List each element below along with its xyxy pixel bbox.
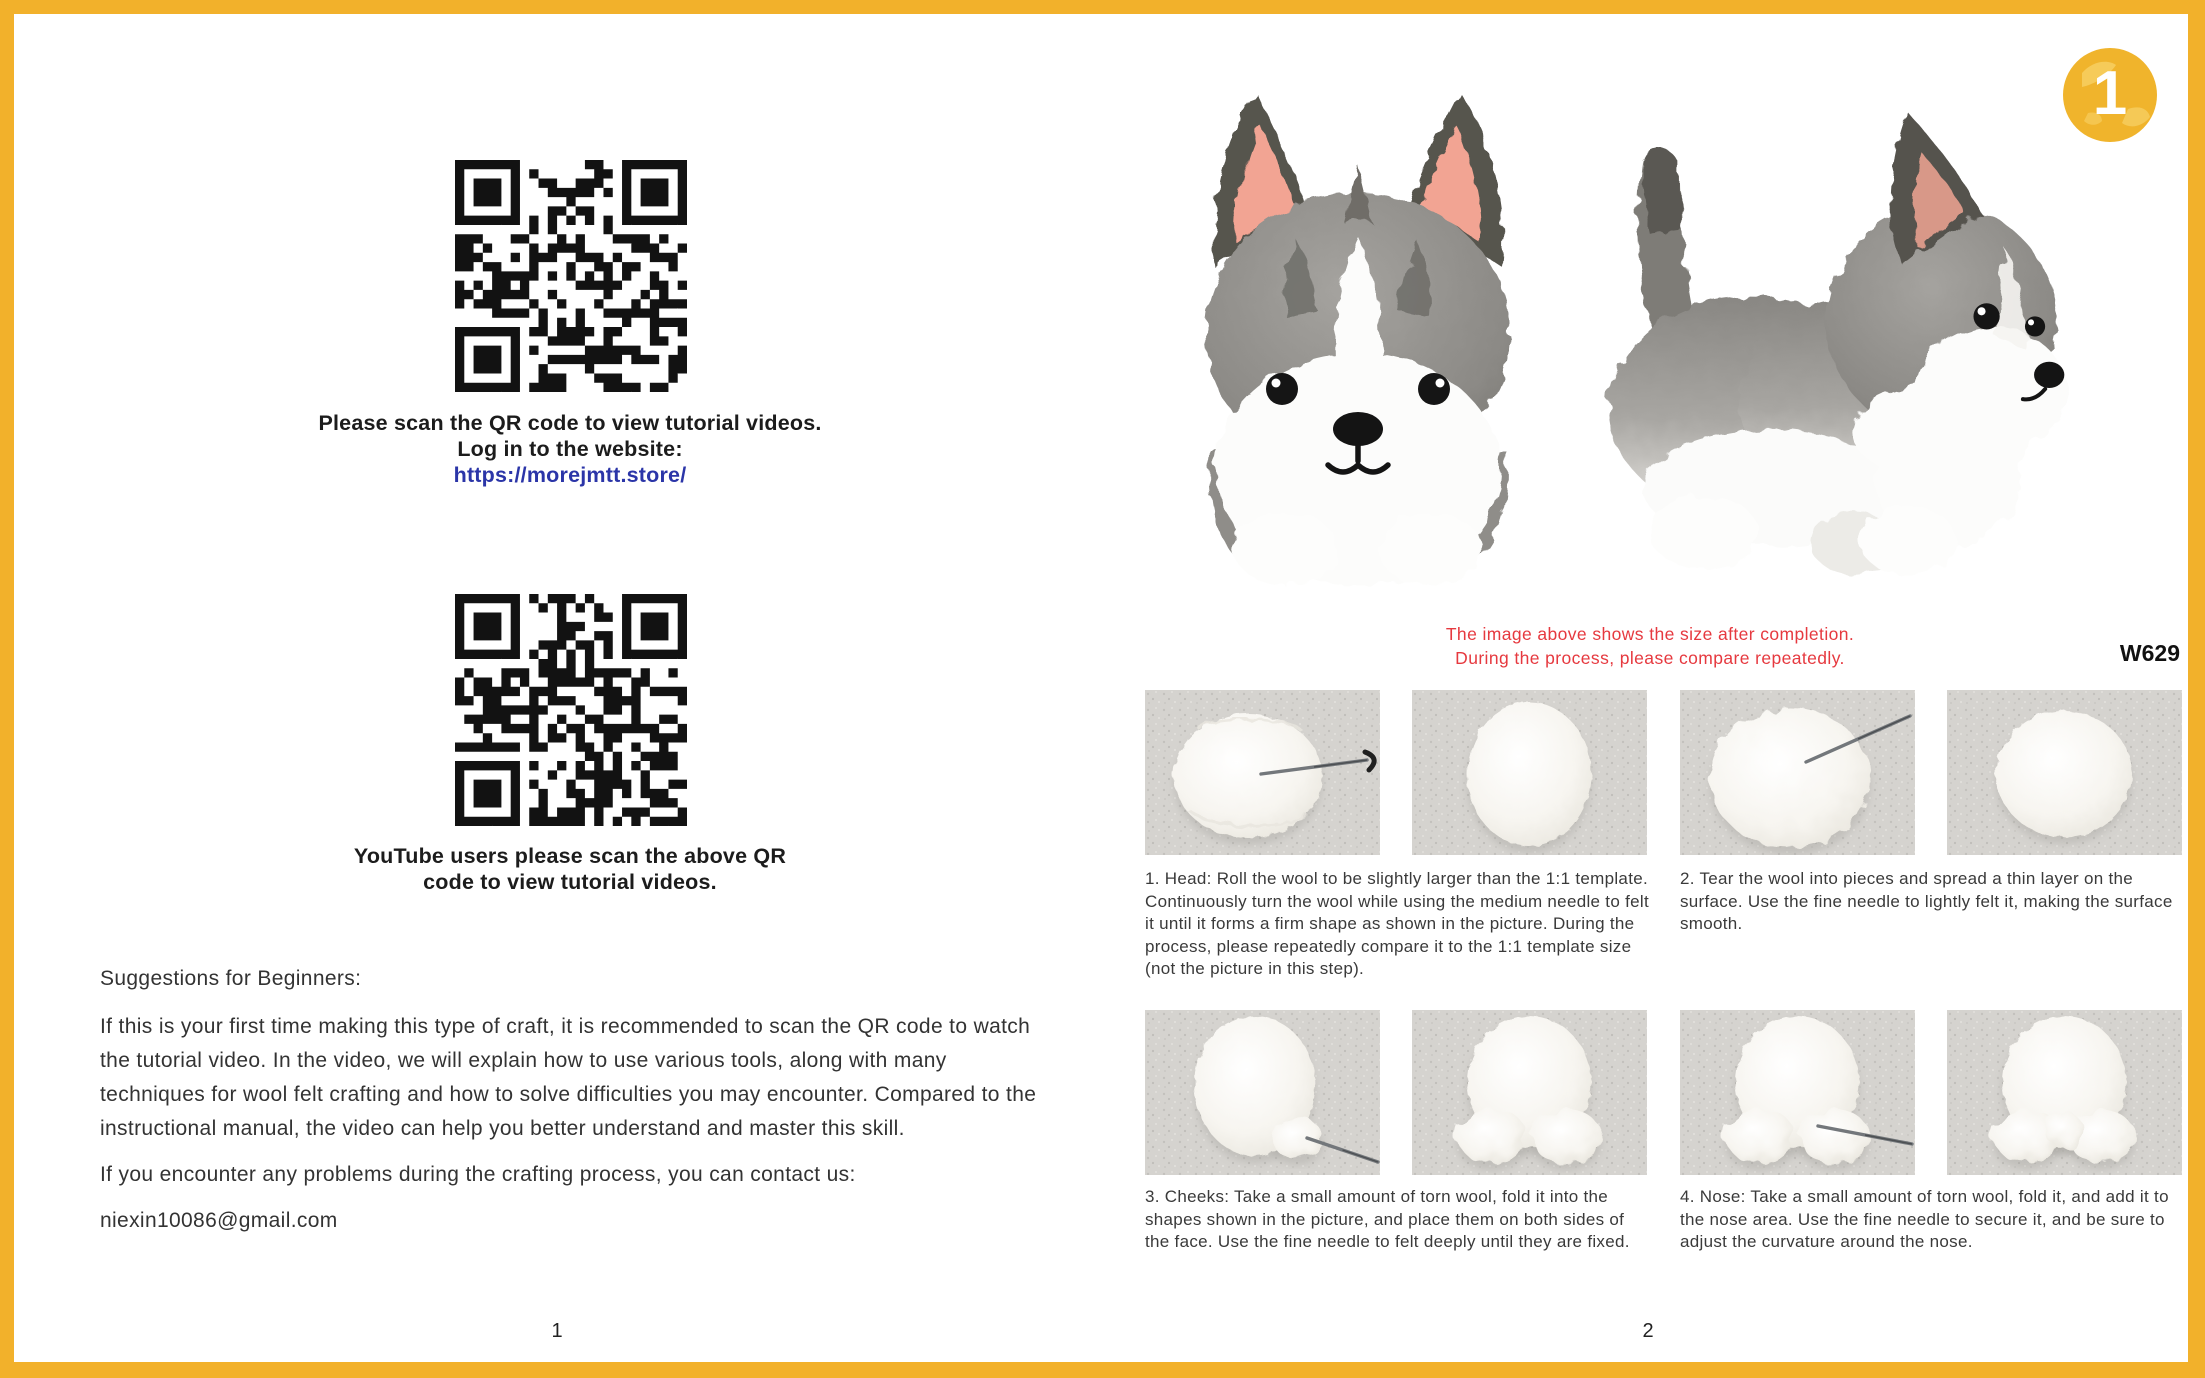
contact-paragraph: If you encounter any problems during the crafting process, you can contact us: — [100, 1163, 856, 1186]
qr-code-youtube-image — [455, 594, 687, 826]
page-number-2: 2 — [1642, 1320, 1654, 1342]
qr2-caption — [95, 843, 1045, 895]
photo-two-cheeks — [1412, 1010, 1647, 1175]
contact-email: niexin10086@gmail.com — [100, 1209, 338, 1232]
step-4-text: 4. Nose: Take a small amount of torn wool, fold it, and add it to the nose area. Use the fine needle to secure it, and be sure to adjust the curvature around the nose. — [1680, 1187, 2169, 1251]
page-number-1: 1 — [551, 1320, 563, 1342]
qr1-caption — [95, 410, 1045, 488]
suggestions-section — [100, 962, 1048, 1238]
qr-code-tutorial-image — [455, 160, 687, 392]
step-2-text: 2. Tear the wool into pieces and spread a thin layer on the surface. Use the fine needle to lightly felt it, making the surface smooth. — [1680, 869, 2173, 933]
size-notice-line1: The image above shows the size after completion. — [1445, 624, 1855, 644]
qr2-caption-line1: YouTube users please scan the above QR — [353, 844, 787, 868]
step-1-text: 1. Head: Roll the wool to be slightly larger than the 1:1 template. Continuously turn the wool while using the medium needle to felt it until it forms a firm shape as shown in the picture. During the process, please repeatedly compare it to the 1:1 template size (not the picture in this step). — [1145, 869, 1649, 978]
photo-felted-oval-ball — [1412, 690, 1647, 855]
photo-nose-added — [1947, 1010, 2182, 1175]
qr1-caption-line2: Log in to the website: — [457, 437, 683, 461]
badge-number: 1 — [2092, 58, 2128, 128]
photo-fluffy-wool-with-needle — [1680, 690, 1915, 855]
qr-code-youtube — [455, 594, 687, 826]
photo-cheek-piece-with-needle — [1145, 1010, 1380, 1175]
size-notice — [1245, 622, 2055, 670]
photo-wool-roll-with-needle — [1145, 690, 1380, 855]
suggestions-heading: Suggestions for Beginners: — [100, 967, 362, 990]
step-group-badge — [2062, 47, 2158, 143]
qr-code-tutorial — [455, 160, 687, 392]
size-notice-line2: During the process, please compare repeatedly. — [1455, 648, 1845, 668]
husky-front-view-photo — [1158, 66, 1558, 606]
qr2-caption-line2: code to view tutorial videos. — [423, 870, 717, 894]
photo-smooth-round-ball — [1947, 690, 2182, 855]
husky-side-view-photo — [1550, 66, 2080, 601]
suggestions-paragraph: If this is your first time making this type of craft, it is recommended to scan the QR code to watch the tutorial video. In the video, we will explain how to use various tools, along with many techniques for wool felt crafting and how to solve difficulties you may encounter. Compared to the instructional manual, the video can help you better understand and master this skill. — [100, 1015, 1037, 1140]
product-code: W629 — [2119, 640, 2180, 666]
step-3-text: 3. Cheeks: Take a small amount of torn wool, fold it into the shapes shown in the picture, and place them on both sides of the face. Use the fine needle to felt deeply until they are fixed. — [1145, 1187, 1630, 1251]
qr1-caption-line1: Please scan the QR code to view tutorial videos. — [318, 411, 822, 435]
website-link[interactable]: https://morejmtt.store/ — [453, 463, 687, 487]
photo-felting-cheeks — [1680, 1010, 1915, 1175]
finished-product-photos — [1150, 66, 2080, 611]
